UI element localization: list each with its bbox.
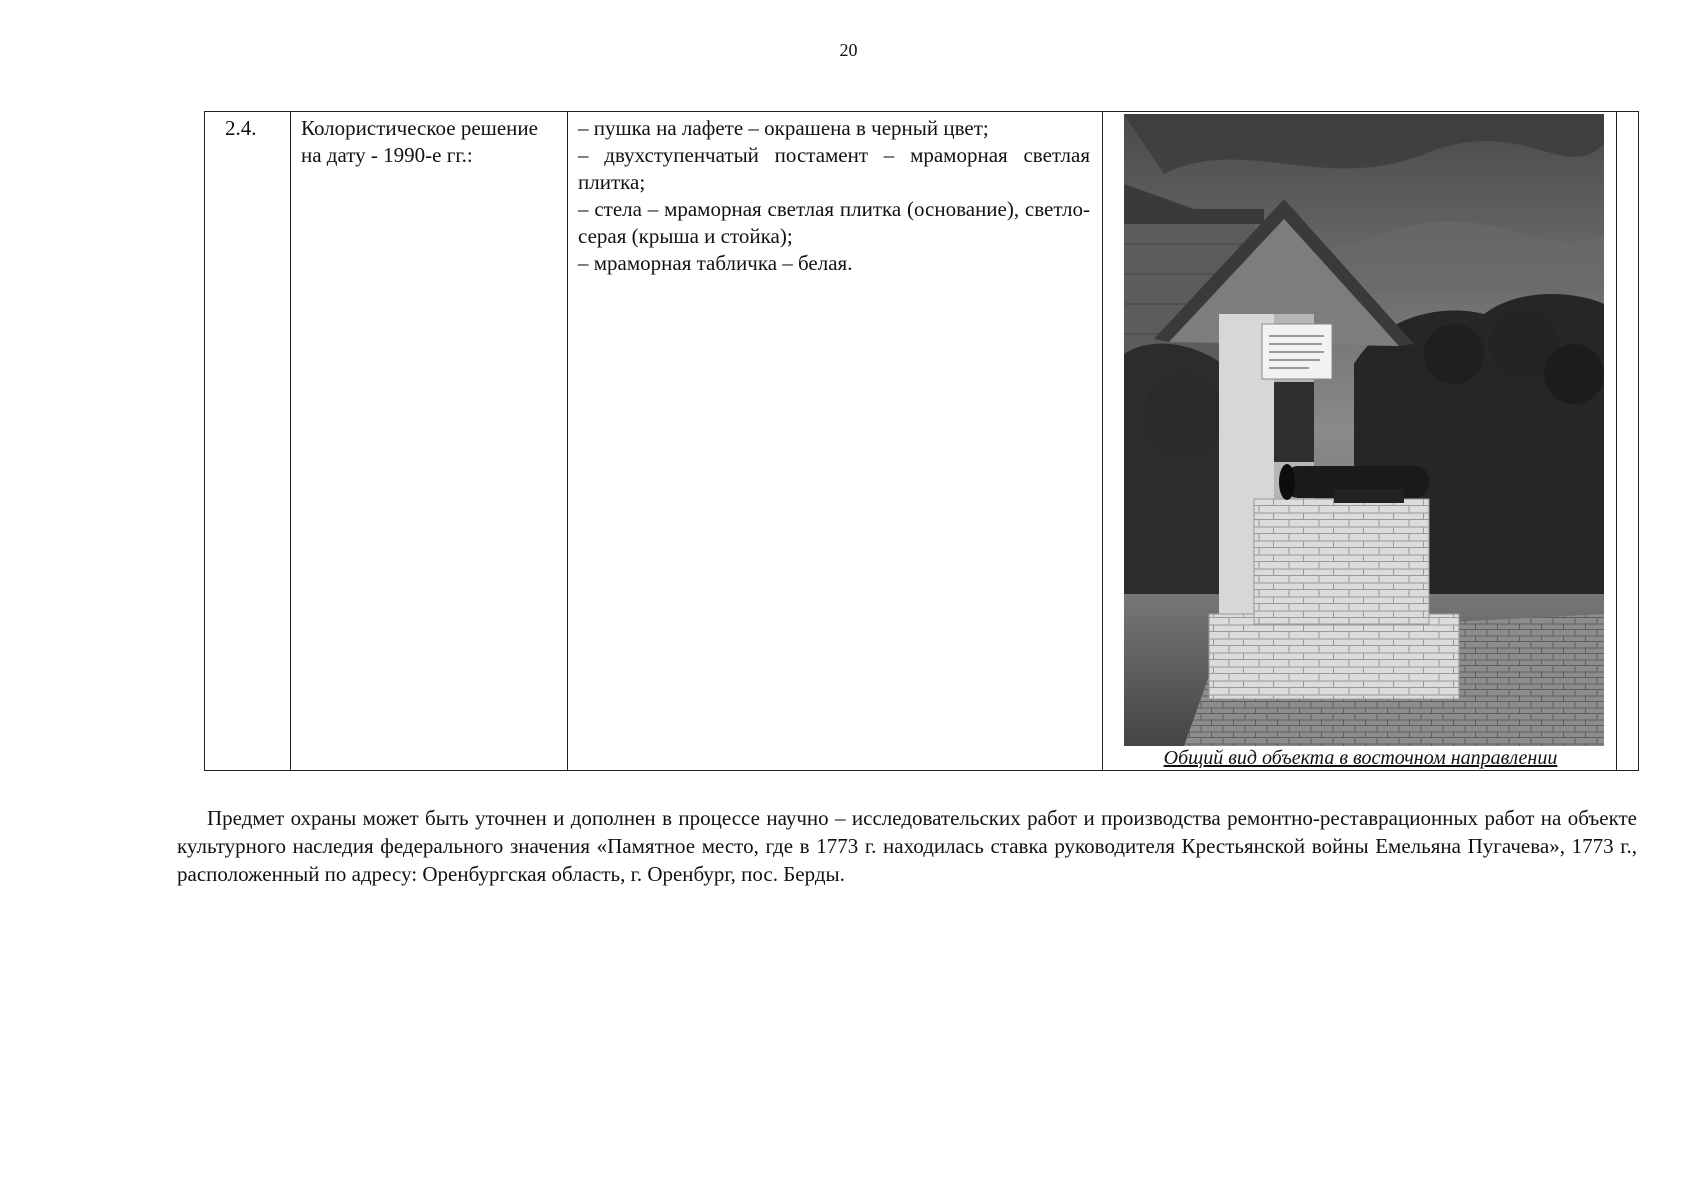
page-number: 20 — [839, 40, 858, 60]
row-name: Колористическое решение на дату - 1990-е гг.: — [301, 116, 538, 167]
description-line: – двухступенчатый постамент – мраморная светлая плитка; — [578, 143, 1090, 194]
description-line: – пушка на лафете – окрашена в черный цвет; — [578, 116, 989, 140]
column-divider — [567, 112, 568, 770]
monument-photo — [1124, 114, 1604, 746]
row-number: 2.4. — [225, 116, 257, 140]
description-line: – мраморная табличка – белая. — [578, 251, 853, 275]
column-divider — [1102, 112, 1103, 770]
description-line: – стела – мраморная светлая плитка (основание), светло-серая (крыша и стойка); — [578, 197, 1090, 248]
column-divider — [1616, 112, 1617, 770]
photo-caption: Общий вид объекта в восточном направлении — [1163, 747, 1558, 769]
column-divider — [290, 112, 291, 770]
protection-table — [204, 111, 1639, 771]
closing-paragraph: Предмет охраны может быть уточнен и дополнен в процессе научно – исследовательских работ и производства ремонтно-реставрационных работ на объекте культурного наследия федерального значения «Памятное место, где в 1773 г. находилась ставка руководителя Крестьянской войны Емельяна Пугачева», 1773 г., расположенный по адресу: Оренбургская область, г. Оренбург, пос. Берды. — [177, 806, 1637, 886]
row-description — [578, 115, 1090, 277]
